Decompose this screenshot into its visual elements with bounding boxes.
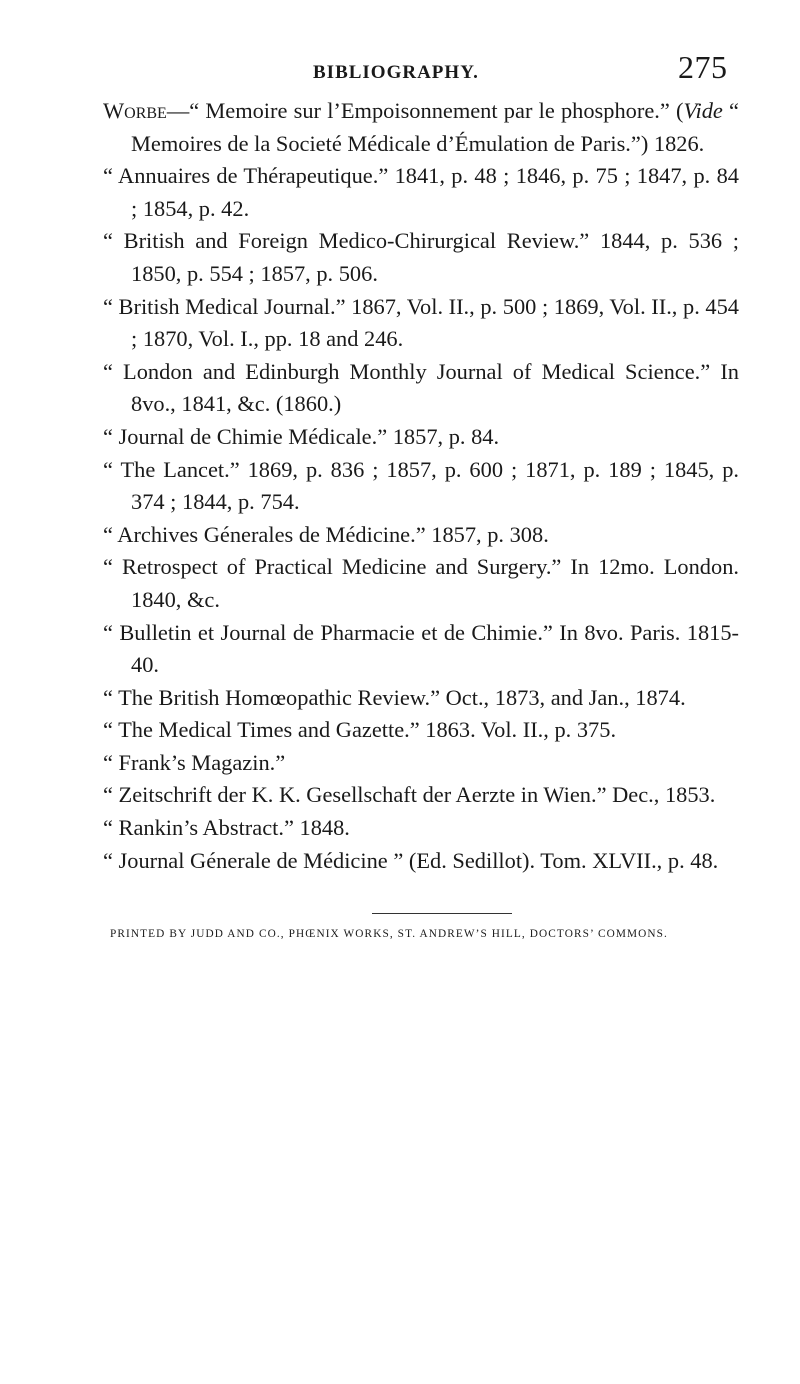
bibliography-entry: “ British and Foreign Medico-Chirurgical Review.” 1844, p. 536 ; 1850, p. 554 ; 1857, p. 506. xyxy=(103,228,739,286)
entry-author: Worbe xyxy=(103,98,167,123)
bibliography-entry: “ The Medical Times and Gazette.” 1863. Vol. II., p. 375. xyxy=(103,717,617,743)
entry-text: —“ Memoire sur l’Empoisonnement par le phosphore.” ( xyxy=(166,98,684,123)
bibliography-entry: “ London and Edinburgh Monthly Journal of Medical Science.” In 8vo., 1841, &c. (1860.) xyxy=(103,358,739,417)
bibliography-entry: “ The Lancet.” 1869, p. 836 ; 1857, p. 600 ; 1871, p. 189 ; 1845, p. 374 ; 1844, p. 754. xyxy=(103,456,739,515)
bibliography-entry xyxy=(103,95,739,160)
entry-text-continued: “ Memoires de la Societé Médicale d’Émulation de Paris.”) 1826. xyxy=(131,98,739,156)
page-number: 275 xyxy=(678,49,728,85)
bibliography-entry: “ Zeitschrift der K. K. Gesellschaft der Aerzte in Wien.” Dec., 1853. xyxy=(103,782,716,808)
printer-imprint: PRINTED BY JUDD AND CO., PHŒNIX WORKS, ST. ANDREW’S HILL, DOCTORS’ COMMONS. xyxy=(110,928,668,940)
bibliography-entry: “ Bulletin et Journal de Pharmacie et de Chimie.” In 8vo. Paris. 1815-40. xyxy=(103,619,739,678)
bibliography-entry: “ The British Homœopathic Review.” Oct., 1873, and Jan., 1874. xyxy=(103,684,686,710)
bibliography-entry: “ British Medical Journal.” 1867, Vol. II., p. 500 ; 1869, Vol. II., p. 454 ; 1870, Vol. I., pp. 18 and 246. xyxy=(103,293,739,352)
bibliography-entry: “ Rankin’s Abstract.” 1848. xyxy=(103,815,350,841)
bibliography-entry: “ Journal Génerale de Médicine ” (Ed. Sedillot). Tom. XLVII., p. 48. xyxy=(103,847,719,873)
bibliography-entry: “ Retrospect of Practical Medicine and Surgery.” In 12mo. London. 1840, &c. xyxy=(103,554,739,612)
bibliography-entry: “ Frank’s Magazin.” xyxy=(103,749,286,775)
footer-rule xyxy=(372,913,512,914)
entry-vide: Vide xyxy=(683,98,723,123)
running-head: BIBLIOGRAPHY. xyxy=(313,62,479,83)
bibliography-list xyxy=(0,95,800,877)
bibliography-entry: “ Journal de Chimie Médicale.” 1857, p. 84. xyxy=(103,423,500,449)
bibliography-entry: “ Archives Génerales de Médicine.” 1857, p. 308. xyxy=(103,521,549,547)
page-header xyxy=(0,46,800,86)
bibliography-entry: “ Annuaires de Thérapeutique.” 1841, p. 48 ; 1846, p. 75 ; 1847, p. 84 ; 1854, p. 42. xyxy=(103,163,739,221)
